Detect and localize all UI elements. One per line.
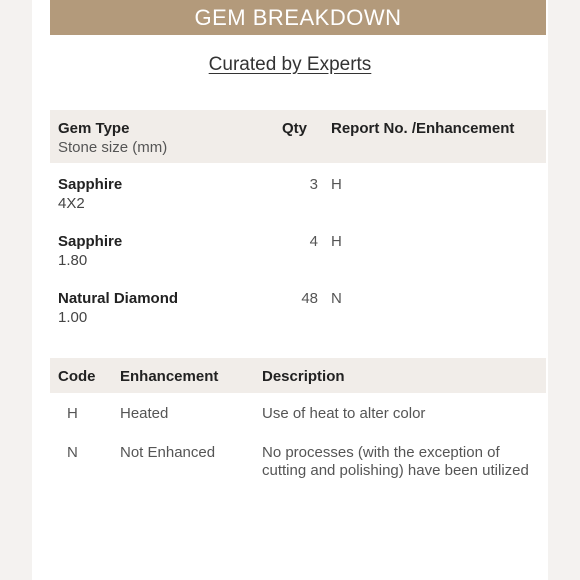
gem-table-row [50, 290, 546, 340]
gem-cell [58, 290, 178, 326]
gem-name: Sapphire [58, 176, 123, 193]
subtitle-text: Curated by Experts [208, 54, 372, 75]
description-cell: No processes (with the exception of cutting and polishing) have been utilized [262, 444, 529, 479]
gem-type-label: Gem Type [58, 120, 130, 137]
stone-size-label: Stone size (mm) [58, 139, 168, 156]
gem-cell [58, 233, 122, 269]
code-cell: N [67, 444, 78, 461]
gem-enhancement: H [331, 233, 342, 250]
gem-size: 1.00 [58, 309, 88, 326]
description-header: Description [262, 368, 345, 385]
gem-table-row [50, 176, 546, 226]
subtitle [32, 52, 548, 78]
code-header: Code [58, 368, 96, 385]
banner-title: GEM BREAKDOWN [50, 0, 546, 35]
gem-name: Natural Diamond [58, 290, 179, 307]
code-table-header [50, 358, 546, 393]
gem-qty: 4 [309, 233, 318, 250]
code-cell: H [67, 405, 78, 422]
qty-header: Qty [282, 120, 308, 137]
code-table-row [50, 444, 546, 504]
gem-table-header [50, 110, 546, 163]
gem-qty: 48 [301, 290, 318, 307]
gem-type-header [58, 120, 167, 156]
gem-table-row [50, 233, 546, 283]
gem-name: Sapphire [58, 233, 123, 250]
gem-enhancement: N [331, 290, 342, 307]
code-table-row [50, 405, 546, 435]
gem-qty: 3 [309, 176, 318, 193]
gem-enhancement: H [331, 176, 342, 193]
description-cell: Use of heat to alter color [262, 405, 426, 422]
gem-breakdown-card [32, 0, 548, 580]
enhancement-header: Enhancement [120, 368, 219, 385]
report-header: Report No. /Enhancement [331, 120, 515, 137]
enhancement-cell: Heated [120, 405, 169, 422]
gem-size: 1.80 [58, 252, 88, 269]
enhancement-cell: Not Enhanced [120, 444, 216, 461]
gem-cell [58, 176, 122, 212]
gem-size: 4X2 [58, 195, 85, 212]
